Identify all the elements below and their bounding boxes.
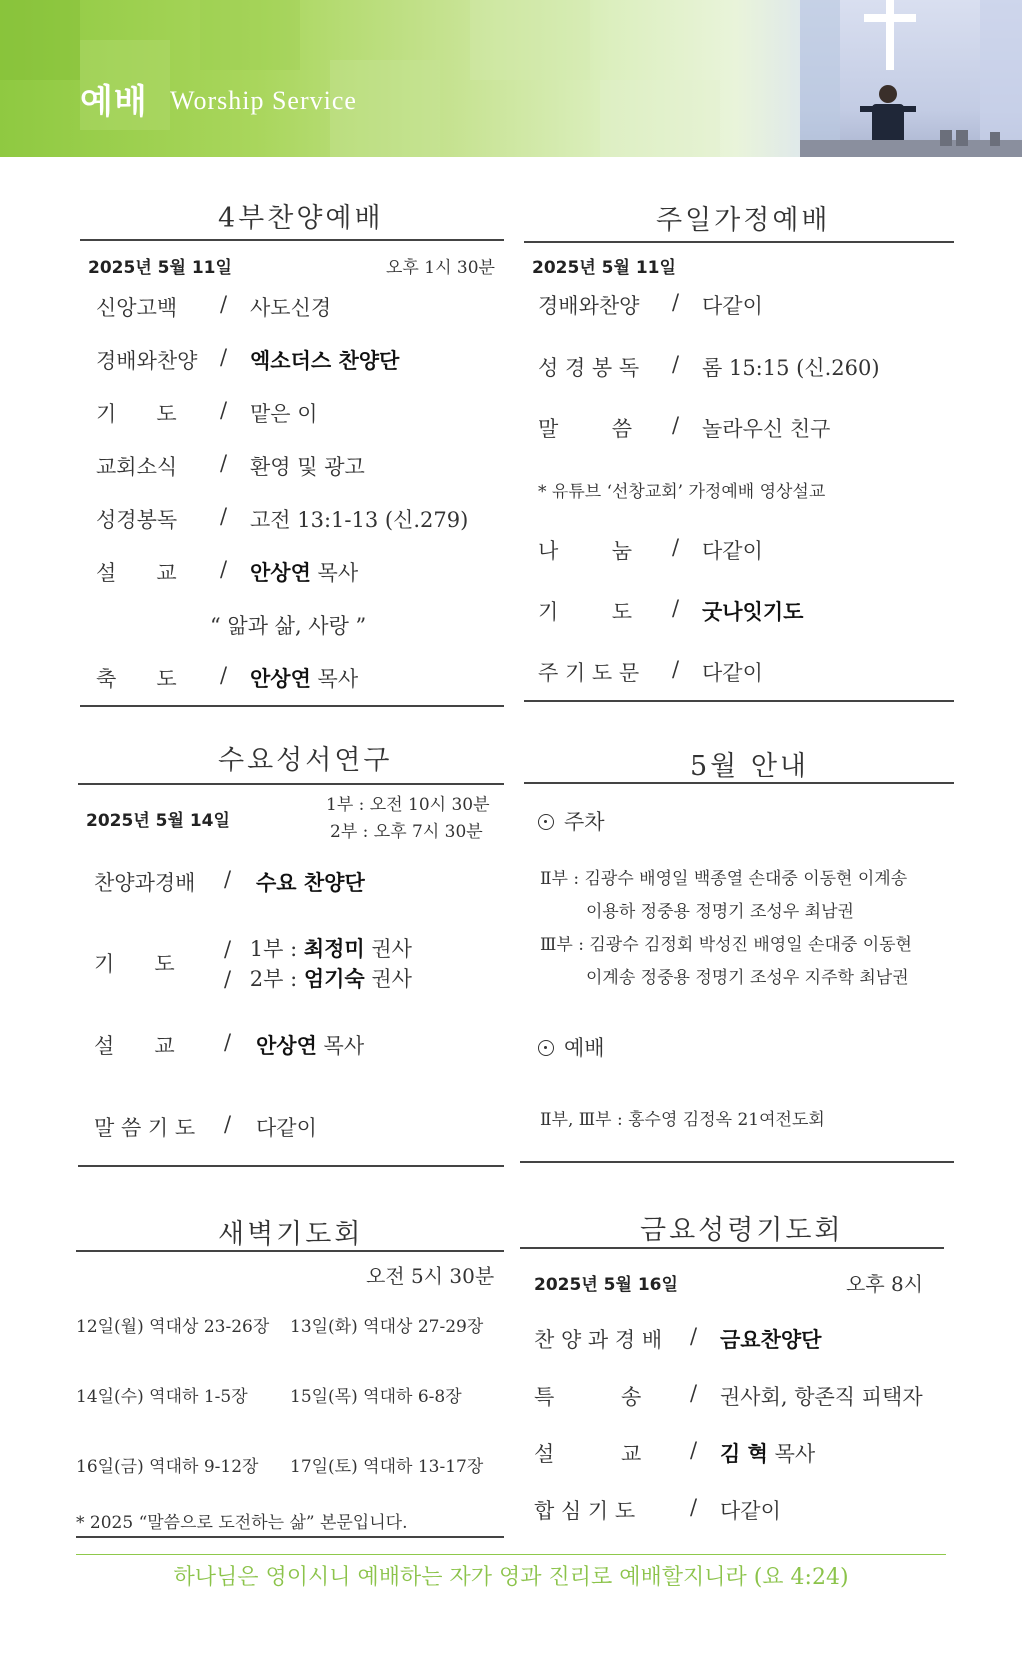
s3-time-1: 1부 : 오전 10시 30분	[326, 795, 490, 815]
s5-reading: 12일(월) 역대상 23-26장	[76, 1317, 270, 1337]
row-value	[702, 596, 803, 626]
row-value-text: 롬 15:15 (신.260)	[702, 356, 880, 380]
section-rule	[78, 1165, 504, 1167]
section-title-sunday-4th: 4부찬양예배	[218, 203, 384, 234]
row-slash: /	[690, 1381, 698, 1405]
s1-sermon-title: “ 앎과 삶, 사랑 ”	[210, 614, 367, 638]
s3-date: 2025년 5월 14일	[86, 811, 230, 831]
row-value-bold: 안상연	[250, 667, 311, 691]
row-slash: /	[224, 1112, 232, 1136]
s5-note: * 2025 “말씀으로 도전하는 삶” 본문입니다.	[76, 1513, 408, 1533]
pulpit-photo	[800, 0, 1022, 157]
row-slash: /	[220, 504, 228, 528]
row-label: 말 씀	[538, 417, 632, 441]
s2-date: 2025년 5월 11일	[532, 258, 676, 278]
banner-tile	[470, 0, 590, 80]
banner-tile	[0, 0, 80, 80]
row-label: 주 기 도 문	[538, 661, 640, 685]
section-rule	[524, 241, 954, 243]
section-title-dawn-prayer: 새벽기도회	[218, 1219, 364, 1250]
s5-reading: 13일(화) 역대상 27-29장	[290, 1317, 484, 1337]
row-value-text: 목사	[310, 667, 359, 691]
row-value-text: 다같이	[720, 1499, 781, 1523]
row-value-text: 놀라우신 친구	[702, 417, 831, 441]
s4-worship-label: 예배	[564, 1036, 605, 1060]
row-slash: /	[220, 663, 228, 687]
row-value	[720, 1324, 821, 1354]
row-value: 목사	[316, 1034, 365, 1058]
row-label: 성경봉독	[96, 508, 178, 532]
row-label: 신앙고백	[96, 296, 178, 320]
bullet-icon	[538, 814, 554, 830]
row-slash: /	[690, 1324, 698, 1348]
row-value	[250, 504, 468, 534]
section-title-may-notice: 5월 안내	[690, 751, 810, 782]
row-label: 경배와찬양	[96, 349, 198, 373]
row-label: 교회소식	[96, 455, 178, 479]
row-slash: /	[220, 557, 228, 581]
row-label: 설 교	[96, 561, 177, 585]
header-banner	[0, 0, 1022, 157]
section-rule	[78, 783, 504, 785]
s5-reading: 17일(토) 역대하 13-17장	[290, 1457, 484, 1477]
section-rule	[524, 782, 954, 784]
row-slash: /	[220, 451, 228, 475]
row-label: 말 씀 기 도	[94, 1116, 196, 1140]
section-rule	[76, 1536, 504, 1538]
banner-title: 예배	[80, 82, 148, 122]
row-slash: /	[690, 1438, 698, 1462]
s2-youtube-note: * 유튜브 ‘선창교회’ 가정예배 영상설교	[538, 482, 826, 502]
row-label: 설 교	[534, 1442, 642, 1466]
row-value	[250, 292, 331, 322]
row-slash: /	[224, 937, 232, 961]
row-slash: /	[220, 345, 228, 369]
s3-prayer-2	[224, 963, 412, 993]
row-value: 다같이	[256, 1116, 317, 1140]
row-value-bold: 김 혁	[720, 1442, 768, 1466]
row-label: 설 교	[94, 1034, 175, 1058]
section-rule	[524, 700, 954, 702]
prayer-title: 권사	[364, 967, 412, 991]
s6-time: 오후 8시	[846, 1272, 924, 1296]
s3-prayer-1	[224, 933, 412, 963]
prayer-title: 권사	[364, 937, 412, 961]
s4-parking-label: 주차	[564, 810, 605, 834]
row-value	[250, 557, 358, 587]
row-value	[702, 413, 830, 443]
row-value-text: 다같이	[702, 661, 763, 685]
section-title-home-worship: 주일가정예배	[656, 205, 831, 236]
s3-time-2: 2부 : 오후 7시 30분	[330, 822, 483, 842]
row-slash: /	[220, 398, 228, 422]
row-value-bold: 안상연	[250, 561, 311, 585]
row-value-bold: 금요찬양단	[720, 1328, 822, 1352]
row-value	[250, 398, 318, 428]
row-label: 성 경 봉 독	[538, 356, 640, 380]
s4-parking-line: Ⅱ부 : 김광수 배영일 백종열 손대중 이동현 이계송	[540, 869, 908, 889]
prayer-name: 엄기숙	[303, 967, 365, 991]
row-slash: /	[672, 596, 680, 620]
row-label: 기 도	[538, 600, 632, 624]
row-value-text: 다같이	[702, 539, 763, 563]
row-slash: /	[224, 867, 232, 891]
s4-parking-line: 이용하 정중용 정명기 조성우 최남권	[586, 902, 854, 922]
footer-verse: 하나님은 영이시니 예배하는 자가 영과 진리로 예배할지니라 (요 4:24)	[173, 1565, 849, 1590]
row-value	[702, 657, 763, 687]
banner-tile	[200, 0, 300, 70]
row-value-text: 환영 및 광고	[250, 455, 365, 479]
row-value-text: 맡은 이	[250, 402, 318, 426]
row-value-text: 목사	[310, 561, 359, 585]
row-label: 나 눔	[538, 539, 632, 563]
section-title-wednesday: 수요성서연구	[218, 745, 393, 776]
row-slash: /	[690, 1495, 698, 1519]
s4-parking-line: Ⅲ부 : 김광수 김정회 박성진 배영일 손대중 이동현	[540, 935, 912, 955]
s1-date: 2025년 5월 11일	[88, 258, 232, 278]
s4-parking-heading	[538, 806, 605, 836]
row-slash: /	[224, 1030, 232, 1054]
row-value-text: 목사	[767, 1442, 816, 1466]
row-value	[720, 1438, 815, 1468]
row-value	[250, 451, 365, 481]
row-slash: /	[672, 290, 680, 314]
s4-worship-heading	[538, 1032, 605, 1062]
row-value-text: 권사회, 항존직 피택자	[720, 1385, 923, 1409]
row-label: 기 도	[94, 952, 175, 976]
row-slash: /	[672, 413, 680, 437]
row-label: 기 도	[96, 402, 177, 426]
prayer-part: 2부 :	[249, 967, 304, 991]
row-value	[250, 345, 399, 375]
s6-date: 2025년 5월 16일	[534, 1275, 678, 1295]
row-label: 찬양과경배	[94, 871, 196, 895]
footer-rule	[76, 1554, 946, 1555]
row-value	[702, 290, 763, 320]
row-value	[702, 535, 763, 565]
section-rule	[520, 1161, 954, 1163]
row-value	[250, 663, 358, 693]
banner-subtitle: Worship Service	[170, 86, 357, 115]
s1-time: 오후 1시 30분	[386, 258, 495, 278]
row-value	[720, 1495, 781, 1525]
section-rule	[80, 239, 504, 241]
s5-reading: 16일(금) 역대하 9-12장	[76, 1457, 259, 1477]
row-label: 축 도	[96, 667, 177, 691]
row-value-text: 다같이	[702, 294, 763, 318]
prayer-part: 1부 :	[249, 937, 304, 961]
section-rule	[76, 1250, 504, 1252]
row-value-bold: 굿나잇기도	[702, 600, 804, 624]
row-label: 합 심 기 도	[534, 1499, 636, 1523]
row-label: 특 송	[534, 1385, 642, 1409]
row-value	[720, 1381, 923, 1411]
section-title-friday-prayer: 금요성령기도회	[640, 1215, 844, 1246]
prayer-name: 최정미	[303, 937, 365, 961]
section-rule	[520, 1247, 944, 1249]
row-slash: /	[672, 535, 680, 559]
row-value-text: 사도신경	[250, 296, 332, 320]
s5-reading: 14일(수) 역대하 1-5장	[76, 1387, 248, 1407]
section-rule	[80, 705, 504, 707]
row-value-bold: 엑소더스 찬양단	[250, 349, 400, 373]
row-value	[702, 352, 880, 382]
row-value: 수요 찬양단	[256, 871, 365, 895]
row-slash: /	[220, 292, 228, 316]
row-label: 찬 양 과 경 배	[534, 1328, 663, 1352]
row-slash: /	[224, 967, 232, 991]
row-slash: /	[672, 352, 680, 376]
s4-worship-line: Ⅱ부, Ⅲ부 : 홍수영 김정옥 21여전도회	[540, 1110, 825, 1130]
s5-time: 오전 5시 30분	[366, 1264, 495, 1288]
s5-reading: 15일(목) 역대하 6-8장	[290, 1387, 462, 1407]
banner-tile	[600, 80, 720, 157]
row-value-text: 고전 13:1-13 (신.279)	[250, 508, 469, 532]
s4-parking-line: 이계송 정중용 정명기 조성우 지주학 최남권	[586, 968, 909, 988]
row-slash: /	[672, 657, 680, 681]
row-value-bold: 안상연	[256, 1034, 317, 1058]
bullet-icon	[538, 1040, 554, 1056]
row-label: 경배와찬양	[538, 294, 640, 318]
